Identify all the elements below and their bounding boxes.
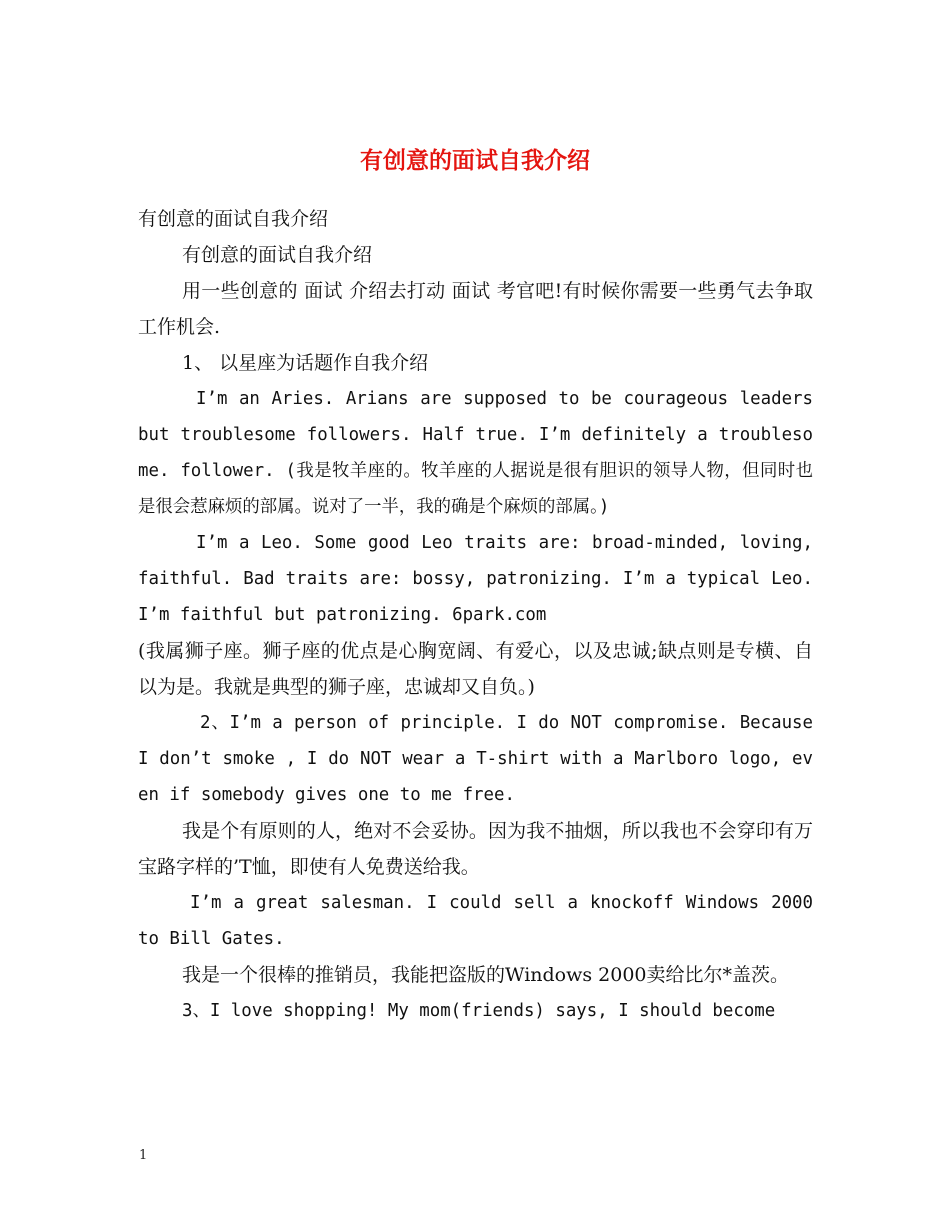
paragraph-section-2: 2、I’m a person of principle. I do NOT compromise. Because I don’t smoke , I do NOT wear a T-shirt with a Marlboro logo, even if somebody gives one to me free. bbox=[138, 713, 813, 805]
paragraph-subheading: 有创意的面试自我介绍 bbox=[182, 244, 373, 266]
paragraph-aries: I’m an Aries. Arians are supposed to be courageous leaders but troublesome followers. Half true. I’m definitely a troublesome. follower. (我是牧羊座的。牧羊座的人据说是很有胆识的领导人物，但同时也是很会惹麻烦的部属。说对了一半，我的确是个麻烦的部属。) bbox=[138, 389, 813, 517]
page-number: 1 bbox=[139, 1148, 148, 1163]
document-body bbox=[138, 201, 813, 1029]
paragraph-leo: I’m a Leo. Some good Leo traits are: broad-minded, loving, faithful. Bad traits are: bossy, patronizing. I’m a typical Leo. I’m faithful but patronizing. 6park.com bbox=[138, 533, 813, 625]
paragraph-salesman-translation: 我是一个很棒的推销员，我能把盗版的Windows 2000卖给比尔*盖茨。 bbox=[182, 964, 790, 986]
paragraph-section-1: 1、 以星座为话题作自我介绍 bbox=[182, 352, 429, 374]
paragraph-section-3: 3、I love shopping! My mom(friends) says, I should become bbox=[182, 1001, 776, 1021]
paragraph-leo-translation: (我属狮子座。狮子座的优点是心胸宽阔、有爱心，以及忠诚;缺点则是专横、自以为是。我就是典型的狮子座，忠诚却又自负。) bbox=[138, 640, 813, 698]
paragraph-heading: 有创意的面试自我介绍 bbox=[138, 208, 329, 230]
document-title: 有创意的面试自我介绍 bbox=[360, 148, 590, 175]
paragraph-principle-translation: 我是个有原则的人，绝对不会妥协。因为我不抽烟，所以我也不会穿印有万宝路字样的’T恤，即使有人免费送给我。 bbox=[138, 820, 813, 878]
paragraph-salesman: I’m a great salesman. I could sell a knockoff Windows 2000 to Bill Gates. bbox=[138, 893, 813, 949]
paragraph-intro: 用一些创意的 面试 介绍去打动 面试 考官吧!有时候你需要一些勇气去争取工作机会. bbox=[138, 280, 813, 338]
